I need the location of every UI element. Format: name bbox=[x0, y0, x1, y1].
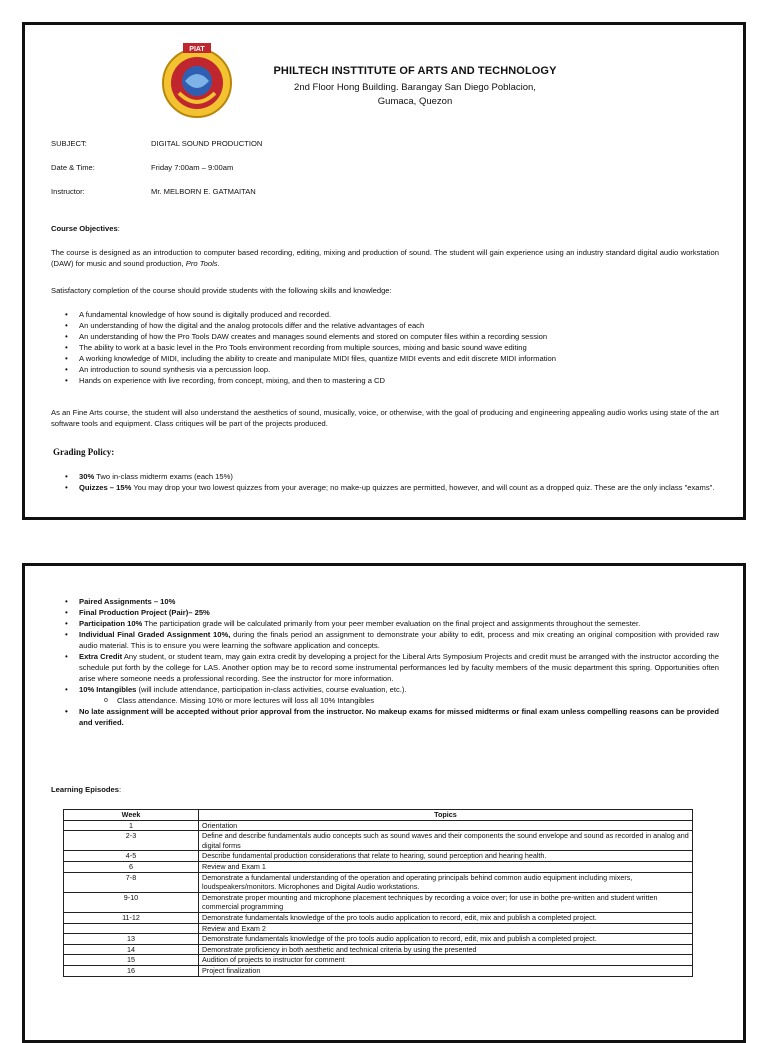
datetime-value: Friday 7:00am – 9:00am bbox=[151, 163, 234, 172]
instructor-value: Mr. MELBORN E. GATMAITAN bbox=[151, 187, 256, 196]
grading-item: • Quizzes – 15% You may drop your two lowest quizzes from your average; no make-up quizzes are permitted, however, and will count as a dropped quiz. These are the only inclass "exams". bbox=[67, 482, 719, 493]
objective-item: • An understanding of how the digital and the analog protocols differ and the relative advantages of each bbox=[67, 320, 719, 331]
letterhead bbox=[25, 37, 743, 129]
grading-item: • Paired Assignments – 10% bbox=[67, 596, 719, 607]
objective-item: • A working knowledge of MIDI, including the ability to create and manipulate MIDI files, quantize MIDI events and edit discrete MIDI information bbox=[67, 353, 719, 364]
grading-item: • Final Production Project (Pair)– 25% bbox=[67, 607, 719, 618]
svg-text:PIAT: PIAT bbox=[189, 46, 205, 53]
week-column-header: Week bbox=[64, 810, 199, 821]
document-page-2 bbox=[22, 563, 746, 1043]
objectives-heading: Course Objectives: bbox=[51, 224, 120, 233]
institute-logo bbox=[157, 41, 237, 121]
objectives-list bbox=[51, 309, 719, 386]
table-row: 2-3 Define and describe fundamentals audio concepts such as sound waves and their components the sound envelope and sound as recorded in analog and digital forms bbox=[64, 831, 693, 851]
table-row: 7-8 Demonstrate a fundamental understanding of the operation and operating principals behind common audio equipment including mixers, loudspeakers/monitors. Microphones and Digital Audio workstations. bbox=[64, 872, 693, 892]
episodes-heading: Learning Episodes: bbox=[51, 785, 122, 794]
table-row: 9-10 Demonstrate proper mounting and microphone placement techniques by recording a voice over; for use in bothe pre-written and student written commercial programming bbox=[64, 892, 693, 912]
grading-item: • Participation 10% The participation grade will be calculated primarily from your peer member evaluation on the final project and assignments throughout the semester. bbox=[67, 618, 719, 629]
grading-heading: Grading Policy: bbox=[53, 447, 115, 457]
subject-value: DIGITAL SOUND PRODUCTION bbox=[151, 139, 263, 148]
institute-address-1: 2nd Floor Hong Building. Barangay San Diego Poblacion, bbox=[294, 82, 536, 93]
objectives-intro: The course is designed as an introduction to computer based recording, editing, mixing and production of sound. The student will gain experience using an industry standard digital audio workstation (DAW) for music and sound production, Pro Tools. bbox=[51, 248, 719, 268]
grading-item: • Extra Credit Any student, or student team, may gain extra credit by developing a project for the Liberal Arts Symposium Projects and credit must be arranged with the instructor according the schedule put forth by the college for LAS. Another option may be to record some instrumental performances led by faculty members of the music department this spring. Opportunities often arise where someone needs a professional recording. See the instructor for more information. bbox=[67, 651, 719, 684]
objective-item: • An understanding of how the Pro Tools DAW creates and manages sound elements and stored on computer files within a recording session bbox=[67, 331, 719, 342]
table-row: 14 Demonstrate proficiency in both aesthetic and technical criteria by using the presented bbox=[64, 944, 693, 955]
table-row: 13 Demonstrate fundamentals knowledge of the pro tools audio application to record, edit, mix and publish a completed project. bbox=[64, 934, 693, 945]
grading-list-2 bbox=[51, 596, 719, 728]
no-late-policy: • No late assignment will be accepted without prior approval from the instructor. No makeup exams for missed midterms or final exam unless compelling reasons can be provided and verified. bbox=[67, 706, 719, 728]
table-header-row bbox=[64, 810, 693, 821]
page-gap bbox=[0, 520, 768, 563]
grading-sub-item: o Class attendance. Missing 10% or more lectures will loss all 10% Intangibles bbox=[105, 695, 719, 706]
document-page-1 bbox=[22, 22, 746, 520]
subject-label: SUBJECT: bbox=[51, 139, 87, 148]
objective-item: • The ability to work at a basic level in the Pro Tools environment recording from multiple sources, mixing and basic sound wave editing bbox=[67, 342, 719, 353]
fine-arts-paragraph: As an Fine Arts course, the student will also understand the aesthetics of sound, musically, voice, or otherwise, with the goal of producing and engineering appealing audio works using state of the art software tools and equipment. Class critiques will be part of the projects produced. bbox=[51, 408, 719, 428]
grading-item: • 30% Two in-class midterm exams (each 15%) bbox=[67, 471, 719, 482]
table-row: Review and Exam 2 bbox=[64, 923, 693, 934]
grading-item: • 10% Intangibles (will include attendance, participation in-class activities, course evaluation, etc.). o Class attendance. Missing 10% or more lectures will loss all 10% Intangibles bbox=[67, 684, 719, 706]
datetime-label: Date & Time: bbox=[51, 163, 95, 172]
objective-item: • Hands on experience with live recording, from concept, mixing, and then to mastering a CD bbox=[67, 375, 719, 386]
episodes-table bbox=[63, 809, 693, 977]
grading-item: • Individual Final Graded Assignment 10%, during the finals period an assignment to demonstrate your ability to edit, process and mix creating an original composition with provided raw audio material. This is to ensure you were learning the software application and concepts. bbox=[67, 629, 719, 651]
table-row: 6 Review and Exam 1 bbox=[64, 861, 693, 872]
table-row: 1 Orientation bbox=[64, 820, 693, 831]
institute-block bbox=[245, 65, 585, 109]
instructor-label: Instructor: bbox=[51, 187, 85, 196]
table-row: 15 Audition of projects to instructor for comment bbox=[64, 955, 693, 966]
grading-list-1 bbox=[51, 471, 719, 493]
table-row: 11-12 Demonstrate fundamentals knowledge of the pro tools audio application to record, edit, mix and publish a completed project. bbox=[64, 912, 693, 923]
topics-column-header: Topics bbox=[199, 810, 693, 821]
objective-item: • A fundamental knowledge of how sound is digitally produced and recorded. bbox=[67, 309, 719, 320]
satisfactory-text: Satisfactory completion of the course should provide students with the following skills and knowledge: bbox=[51, 286, 392, 295]
institute-address-2: Gumaca, Quezon bbox=[377, 96, 453, 107]
objective-item: • An introduction to sound synthesis via a percussion loop. bbox=[67, 364, 719, 375]
institute-name: PHILTECH INSTTITUTE OF ARTS AND TECHNOLOGY bbox=[273, 65, 557, 77]
table-row: 16 Project finalization bbox=[64, 965, 693, 976]
table-row: 4-5 Describe fundamental production considerations that relate to hearing, sound perception and hearing health. bbox=[64, 851, 693, 862]
